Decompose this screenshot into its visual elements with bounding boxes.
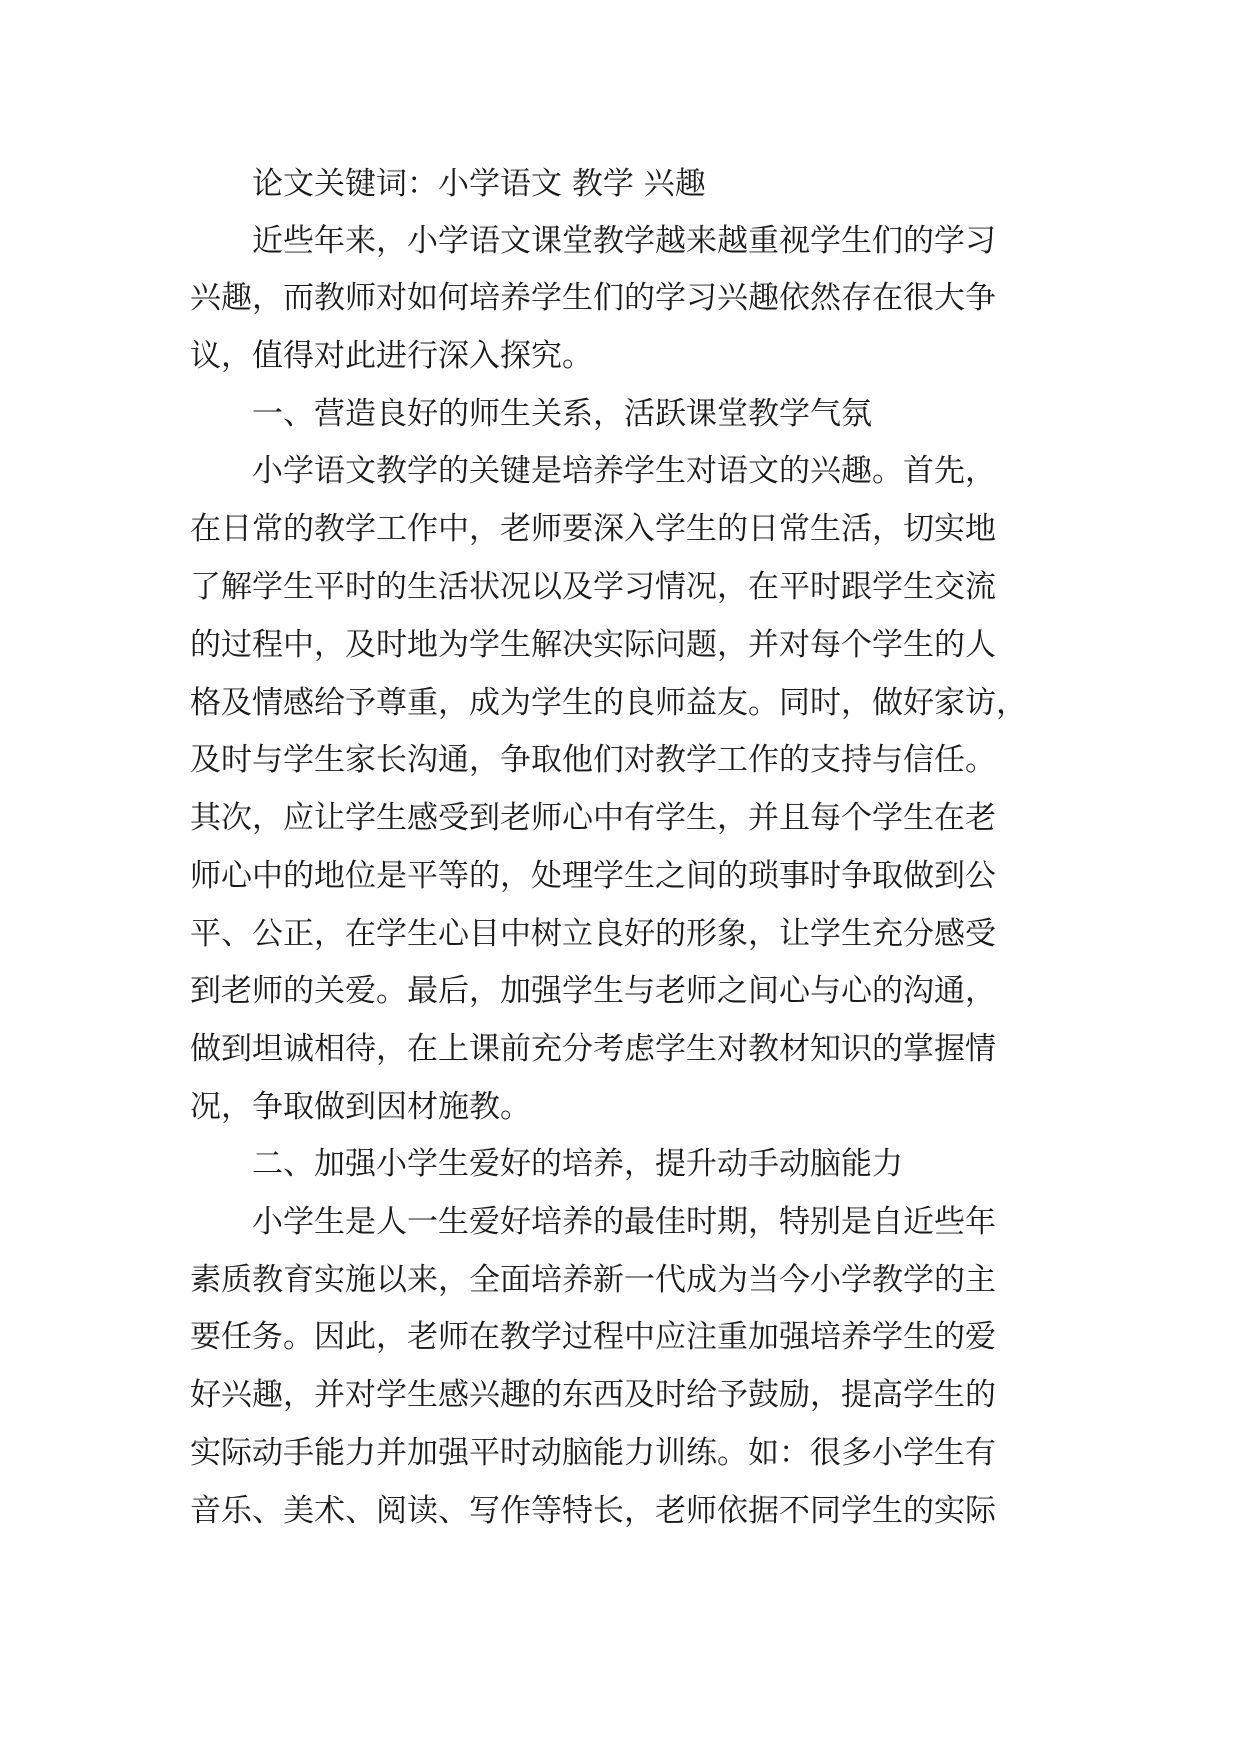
section1-line-7: 其次，应让学生感受到老师心中有学生，并且每个学生在老	[190, 800, 996, 836]
section2-line-2: 素质教育实施以来，全面培养新一代成为当今小学教学的主	[190, 1262, 996, 1298]
section1-line-3: 了解学生平时的生活状况以及学习情况，在平时跟学生交流	[190, 569, 996, 605]
section1-line-1: 小学语文教学的关键是培养学生对语文的兴趣。首先，	[252, 453, 996, 489]
section1-line-2: 在日常的教学工作中，老师要深入学生的日常生活，切实地	[190, 511, 996, 547]
section2-line-1: 小学生是人一生爱好培养的最佳时期，特别是自近些年	[252, 1204, 996, 1240]
intro-line-1: 近些年来，小学语文课堂教学越来越重视学生们的学习	[252, 223, 996, 259]
section1-line-12: 况，争取做到因材施教。	[190, 1089, 531, 1125]
section1-line-4: 的过程中，及时地为学生解决实际问题，并对每个学生的人	[190, 627, 996, 663]
section1-line-5: 格及情感给予尊重，成为学生的良师益友。同时，做好家访，	[190, 685, 1027, 721]
section1-line-11: 做到坦诚相待，在上课前充分考虑学生对教材知识的掌握情	[190, 1031, 996, 1067]
section1-line-10: 到老师的关爱。最后，加强学生与老师之间心与心的沟通，	[190, 973, 996, 1009]
section2-line-3: 要任务。因此，老师在教学过程中应注重加强培养学生的爱	[190, 1319, 996, 1355]
keywords-line: 论文关键词：小学语文 教学 兴趣	[252, 166, 706, 202]
section1-line-9: 平、公正，在学生心目中树立良好的形象，让学生充分感受	[190, 916, 996, 952]
intro-line-2: 兴趣，而教师对如何培养学生们的学习兴趣依然存在很大争	[190, 280, 996, 316]
section1-line-8: 师心中的地位是平等的，处理学生之间的琐事时争取做到公	[190, 858, 996, 894]
section2-line-5: 实际动手能力并加强平时动脑能力训练。如：很多小学生有	[190, 1435, 996, 1471]
section2-line-4: 好兴趣，并对学生感兴趣的东西及时给予鼓励，提高学生的	[190, 1377, 996, 1413]
section1-line-6: 及时与学生家长沟通，争取他们对教学工作的支持与信任。	[190, 742, 996, 778]
section2-heading: 二、加强小学生爱好的培养，提升动手动脑能力	[252, 1146, 903, 1182]
section1-heading: 一、营造良好的师生关系，活跃课堂教学气氛	[252, 396, 872, 432]
section2-line-6: 音乐、美术、阅读、写作等特长，老师依据不同学生的实际	[190, 1493, 996, 1529]
intro-line-3: 议，值得对此进行深入探究。	[190, 338, 593, 374]
